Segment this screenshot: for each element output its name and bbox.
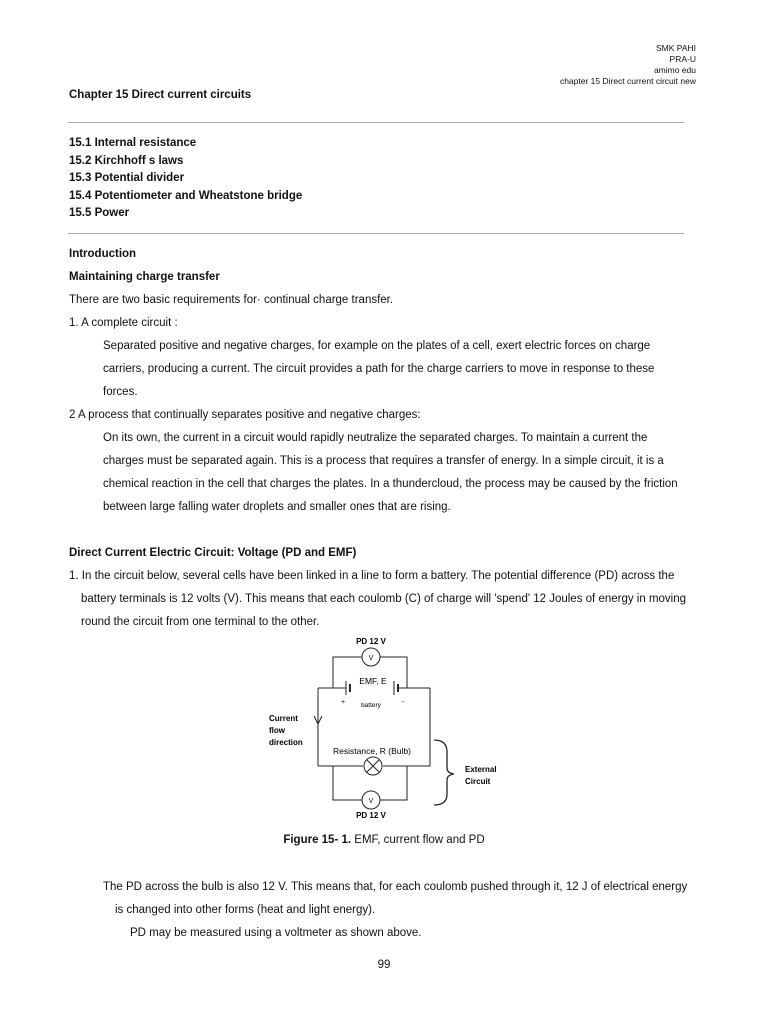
after-line: is changed into other forms (heat and light energy).	[115, 904, 376, 916]
item1-line: forces.	[103, 386, 138, 398]
header-file: chapter 15 Direct current circuit new	[559, 76, 696, 86]
dc-para-line: battery terminals is 12 volts (V). This means that each coulomb (C) of charge will 'spend' 12 Joules of energy in moving	[81, 593, 687, 605]
after-line: PD may be measured using a voltmeter as shown above.	[130, 927, 422, 939]
toc-item: 15.3 Potential divider	[69, 172, 185, 184]
external-label: Circuit	[465, 777, 491, 786]
external-label: External	[465, 765, 497, 774]
header-school: SMK PAHI	[656, 43, 696, 53]
header-author: amimo edu	[653, 65, 696, 75]
toc-item: 15.4 Potentiometer and Wheatstone bridge	[69, 189, 303, 202]
pd-top-label: PD 12 V	[356, 637, 386, 646]
circuit-diagram	[0, 632, 768, 822]
intro-heading: Introduction	[69, 248, 137, 260]
figure-caption	[0, 834, 768, 846]
toc-item: 15.1 Internal resistance	[69, 137, 197, 149]
voltmeter-bottom-symbol: V	[368, 798, 374, 805]
battery-label: battery	[361, 702, 381, 709]
pd-bottom-label: PD 12 V	[356, 811, 386, 820]
divider-top	[68, 122, 684, 123]
page-number: 99	[377, 959, 391, 971]
voltmeter-top-symbol: V	[368, 655, 374, 662]
current-label: Current	[269, 714, 298, 723]
dc-heading: Direct Current Electric Circuit: Voltage (PD and EMF)	[69, 547, 357, 559]
item2-line: charges must be separated again. This is a process that requires a transfer of energy. In a simple circuit, it is a	[103, 455, 664, 467]
resistance-label: Resistance, R (Bulb)	[333, 746, 411, 756]
figure-text: EMF, current flow and PD	[351, 834, 485, 846]
item1-title: 1. A complete circuit :	[69, 317, 178, 329]
dc-para-line: round the circuit from one terminal to the other.	[81, 616, 320, 628]
current-label: direction	[269, 738, 303, 747]
item1-line: Separated positive and negative charges, for example on the plates of a cell, exert electric forces on charge	[103, 340, 651, 352]
table-of-contents	[69, 135, 302, 223]
item2-title: 2 A process that continually separates positive and negative charges:	[69, 409, 421, 421]
after-line: The PD across the bulb is also 12 V. This means that, for each coulomb pushed through it, 12 J of electrical energy	[103, 881, 688, 893]
header-level: PRA-U	[669, 54, 696, 64]
toc-item: 15.5 Power	[69, 207, 130, 219]
item1-line: carriers, producing a current. The circuit provides a path for the charge carriers to move in response to these	[103, 363, 655, 375]
running-header	[560, 43, 696, 87]
divider-bottom	[68, 233, 684, 234]
figure-number: Figure 15- 1.	[283, 834, 352, 846]
dc-para-line: 1. In the circuit below, several cells have been linked in a line to form a battery. The potential difference (PD) across the	[69, 570, 675, 582]
item2-line: chemical reaction in the cell that charges the plates. In a thundercloud, the process may be caused by the friction	[103, 478, 678, 490]
current-label: flow	[269, 726, 285, 735]
intro-lead: There are two basic requirements for· continual charge transfer.	[69, 294, 394, 306]
toc-item: 15.2 Kirchhoff s laws	[69, 154, 184, 167]
plus-sign: +	[341, 699, 346, 706]
item2-line: On its own, the current in a circuit would rapidly neutralize the separated charges. To maintain a current the	[103, 432, 648, 444]
minus-sign: -	[402, 699, 405, 706]
chapter-title: Chapter 15 Direct current circuits	[69, 89, 252, 101]
emf-label: EMF, E	[359, 676, 387, 686]
intro-subheading: Maintaining charge transfer	[69, 271, 220, 283]
item2-line: between large falling water droplets and smaller ones that are rising.	[103, 501, 451, 513]
